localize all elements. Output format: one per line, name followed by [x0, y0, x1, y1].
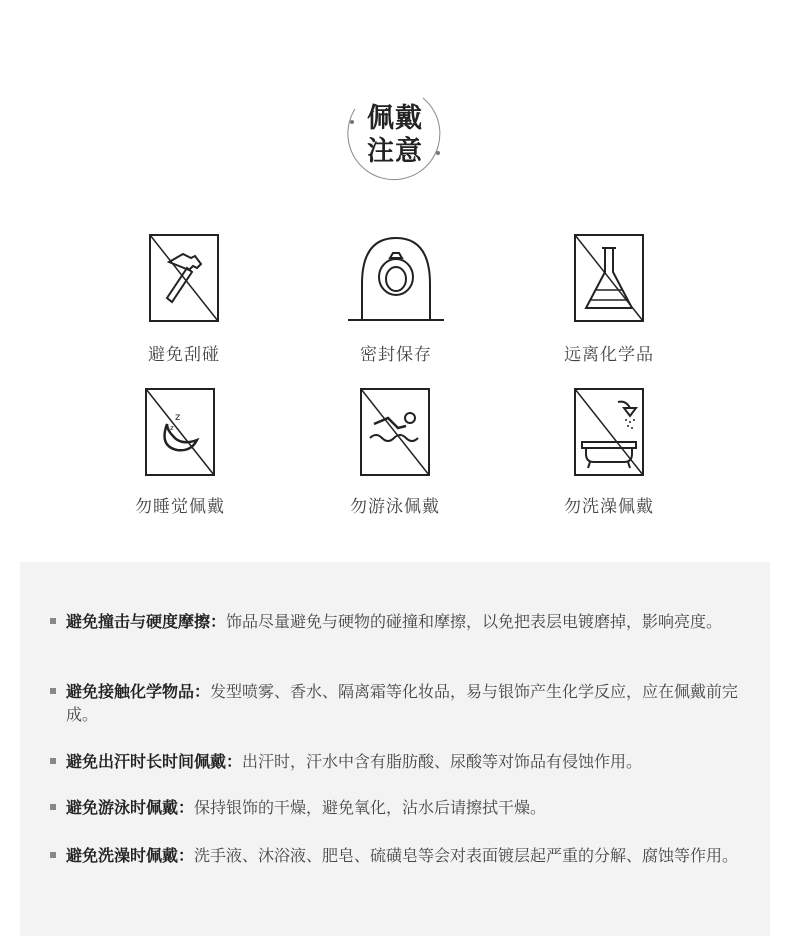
note-body: 保持银饰的干燥，避免氧化，沾水后请擦拭干燥。 [194, 798, 547, 817]
ring-bag-icon [346, 234, 446, 322]
note-heading: 避免接触化学物品： [66, 682, 211, 701]
swim-icon [360, 388, 430, 476]
note-body: 饰品尽量避免与硬物的碰撞和摩擦，以免把表层电镀磨掉，影响亮度。 [226, 612, 723, 631]
svg-text:z: z [175, 412, 181, 423]
note-item [50, 680, 750, 726]
note-item [50, 844, 750, 867]
note-body: 发型喷雾、香水、隔离霜等化妆品，易与银饰产生化学反应，应在佩戴前完成。 [66, 682, 739, 724]
flask-icon [574, 234, 644, 322]
note-heading: 避免出汗时长时间佩戴： [66, 752, 243, 771]
icon-label: 避免刮碰 [148, 345, 220, 365]
bullet-icon [50, 618, 56, 624]
title-line-1: 佩戴 [367, 103, 423, 134]
icon-label: 密封保存 [360, 345, 432, 365]
page-title [345, 102, 445, 168]
title-line-2: 注意 [367, 136, 423, 167]
bullet-icon [50, 758, 56, 764]
bathtub-icon [574, 388, 644, 476]
icon-label: 勿游泳佩戴 [350, 497, 440, 517]
note-heading: 避免游泳时佩戴： [66, 798, 195, 817]
icon-label: 勿洗澡佩戴 [564, 497, 654, 517]
note-heading: 避免撞击与硬度摩擦： [66, 612, 227, 631]
svg-text:z: z [170, 424, 174, 432]
sleep-icon [145, 388, 215, 476]
note-item [50, 796, 750, 819]
bullet-icon [50, 852, 56, 858]
note-item [50, 610, 750, 633]
bullet-icon [50, 804, 56, 810]
note-item [50, 750, 750, 773]
note-body: 出汗时，汗水中含有脂肪酸、尿酸等对饰品有侵蚀作用。 [242, 752, 643, 771]
hammer-icon [149, 234, 219, 322]
icon-label: 勿睡觉佩戴 [135, 497, 225, 517]
icon-label: 远离化学品 [564, 345, 654, 365]
notes-panel [20, 562, 770, 936]
title-badge [345, 84, 445, 184]
bullet-icon [50, 688, 56, 694]
note-heading: 避免洗澡时佩戴： [66, 846, 195, 865]
note-body: 洗手液、沐浴液、肥皂、硫磺皂等会对表面镀层起严重的分解、腐蚀等作用。 [194, 846, 739, 865]
